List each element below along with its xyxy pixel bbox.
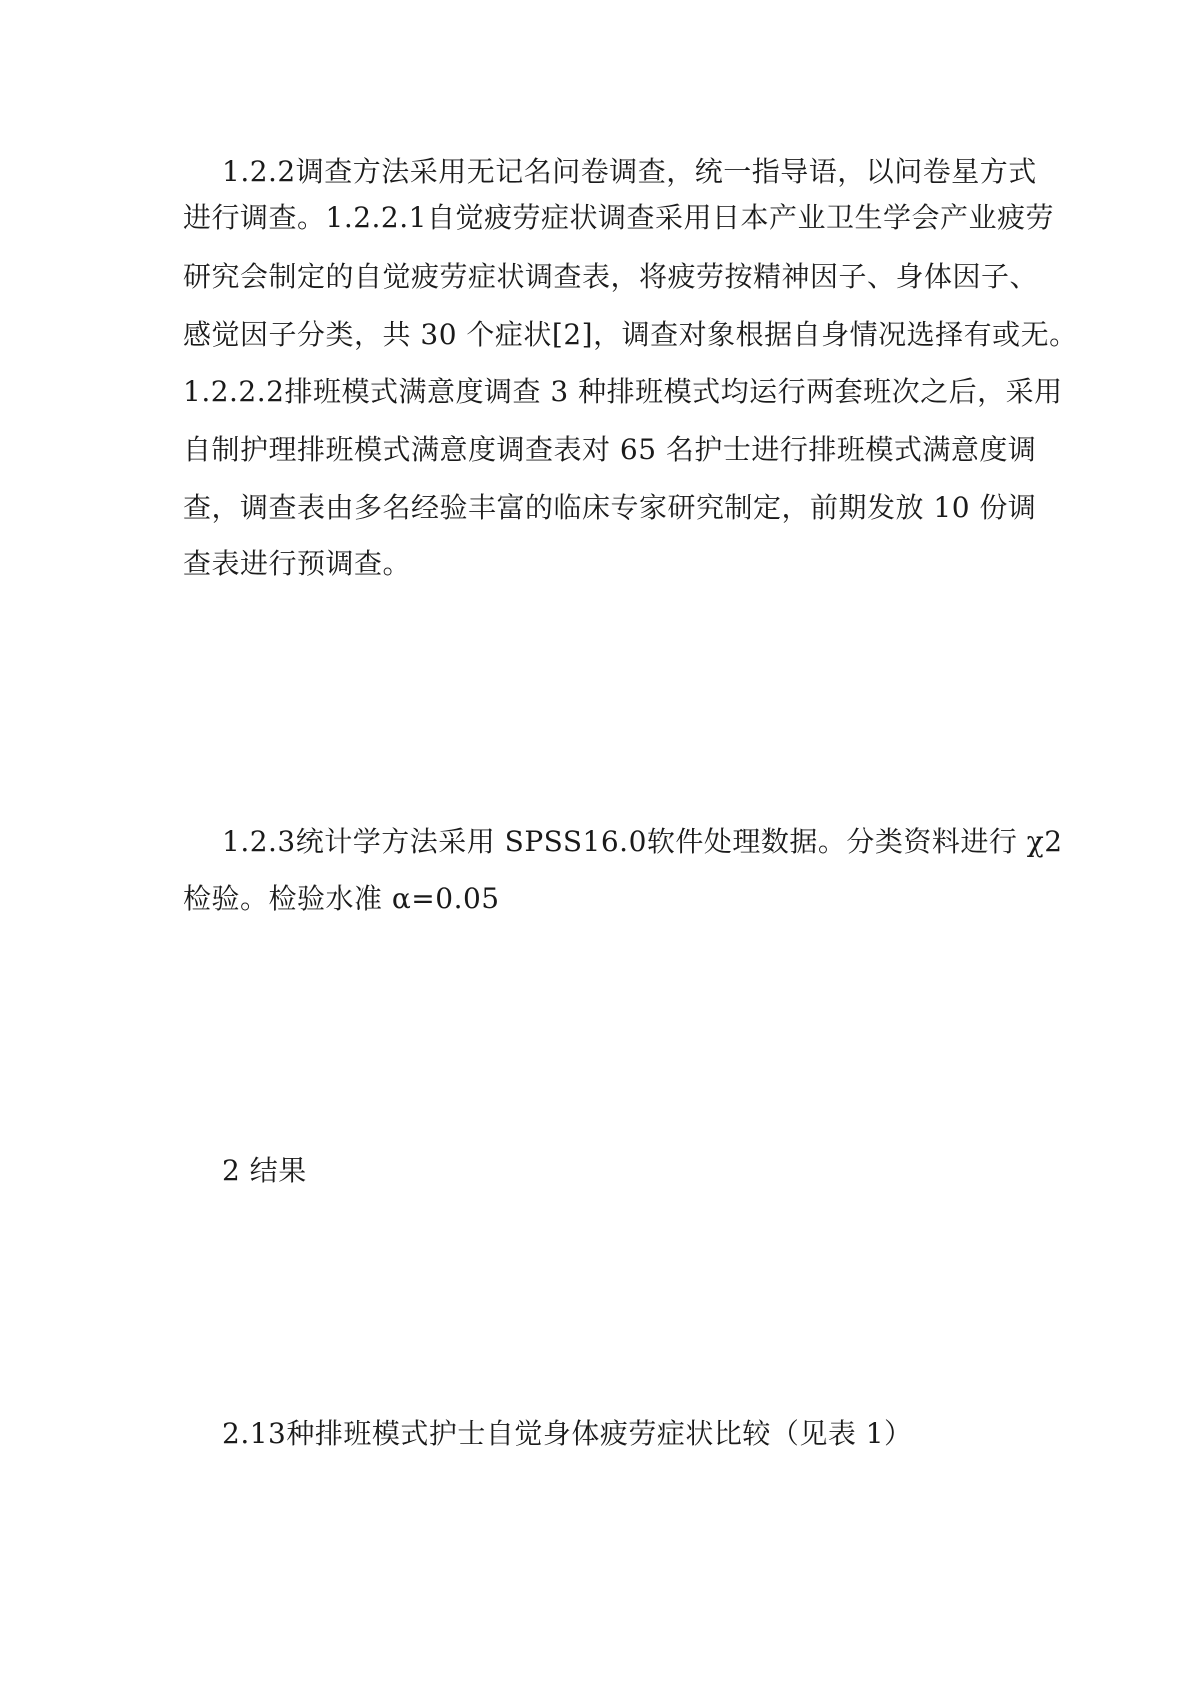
paragraph-2-line-2: 检验。检验水准 α=0.05 [183, 882, 500, 915]
paragraph-1-line-2: 进行调查。1.2.2.1自觉疲劳症状调查采用日本产业卫生学会产业疲劳 [183, 201, 1054, 234]
paragraph-1-line-1: 1.2.2调查方法采用无记名问卷调查，统一指导语，以问卷星方式 [222, 155, 1037, 188]
paragraph-1-line-5: 1.2.2.2排班模式满意度调查 3 种排班模式均运行两套班次之后，采用 [183, 375, 1063, 408]
paragraph-1-line-4: 感觉因子分类，共 30 个症状[2]，调查对象根据自身情况选择有或无。 [183, 318, 1078, 351]
subsection-heading-2-1: 2.13种排班模式护士自觉身体疲劳症状比较（见表 1） [222, 1417, 913, 1450]
paragraph-1-line-7: 查，调查表由多名经验丰富的临床专家研究制定，前期发放 10 份调 [183, 491, 1037, 524]
paragraph-2-line-1: 1.2.3统计学方法采用 SPSS16.0软件处理数据。分类资料进行 χ2 [222, 825, 1063, 858]
section-heading-results: 2 结果 [222, 1154, 307, 1187]
paragraph-1-line-6: 自制护理排班模式满意度调查表对 65 名护士进行排班模式满意度调 [183, 433, 1037, 466]
paragraph-1-line-8: 查表进行预调查。 [183, 547, 412, 580]
paragraph-1-line-3: 研究会制定的自觉疲劳症状调查表，将疲劳按精神因子、身体因子、 [183, 260, 1039, 293]
